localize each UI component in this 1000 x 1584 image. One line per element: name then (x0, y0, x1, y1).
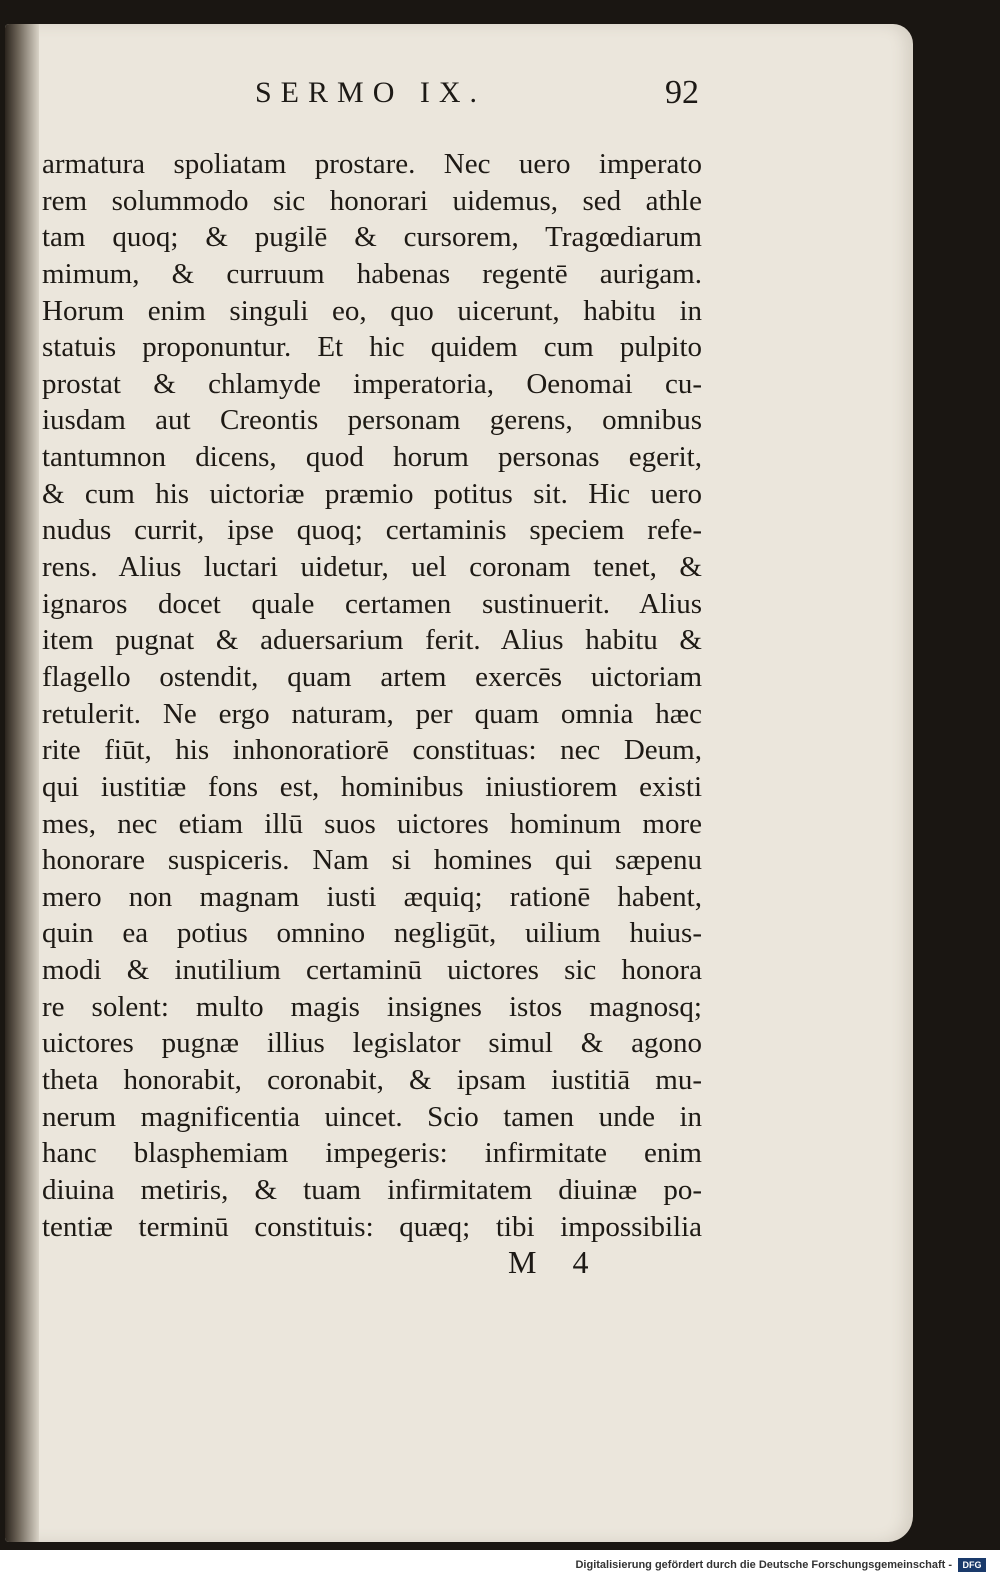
text-line: rite fiūt, his inhonoratiorē constituas: nec Deum, (42, 734, 702, 767)
text-line: Horum enim singuli eo, quo uicerunt, habitu in (42, 294, 702, 327)
text-line: mes, nec etiam illū suos uictores hominum more (42, 807, 702, 840)
running-head: SERMO IX. (255, 76, 487, 109)
text-line: mero non magnam iusti æquiq; rationē habent, (42, 880, 702, 913)
text-line: statuis proponuntur. Et hic quidem cum pulpito (42, 331, 702, 364)
signature-mark: M 4 (508, 1244, 603, 1280)
text-line: retulerit. Ne ergo naturam, per quam omnia hæc (42, 697, 702, 730)
text-line: uictores pugnæ illius legislator simul & agono (42, 1027, 702, 1060)
text-line: item pugnat & aduersarium ferit. Alius habitu & (42, 624, 702, 657)
text-line: prostat & chlamyde imperatoria, Oenomai cu- (42, 367, 702, 400)
text-line: rem solummodo sic honorari uidemus, sed athle (42, 184, 702, 217)
text-line: flagello ostendit, quam artem exercēs uictoriam (42, 660, 702, 693)
text-line: quin ea potius omnino negligūt, uilium huius- (42, 917, 702, 950)
text-line: armatura spoliatam prostare. Nec uero imperato (42, 148, 702, 180)
text-line: rens. Alius luctari uidetur, uel coronam tenet, & (42, 551, 702, 584)
text-line: iusdam aut Creontis personam gerens, omnibus (42, 404, 702, 437)
text-line: honorare suspiceris. Nam si homines qui sæpenu (42, 844, 702, 877)
dfg-logo: DFG (958, 1558, 986, 1572)
body-text (42, 146, 702, 1245)
text-line: nudus currit, ipse quoq; certaminis speciem refe- (42, 514, 702, 547)
text-line: qui iustitiæ fons est, hominibus iniustiorem existi (42, 770, 702, 803)
text-line: modi & inutilium certaminū uictores sic honora (42, 954, 702, 987)
text-line: tentiæ terminū constituis: quæq; tibi impossibilia (42, 1210, 702, 1243)
digitization-footer (0, 1550, 1000, 1584)
text-line: & cum his uictoriæ præmio potitus sit. Hic uero (42, 477, 702, 510)
text-line: mimum, & curruum habenas regentē aurigam. (42, 257, 702, 290)
text-line: diuina metiris, & tuam infirmitatem diuinæ po- (42, 1173, 702, 1206)
text-line: nerum magnificentia uincet. Scio tamen unde in (42, 1100, 702, 1133)
text-line: hanc blasphemiam impegeris: infirmitate enim (42, 1137, 702, 1170)
page-gutter (5, 24, 39, 1542)
page-number: 92 (665, 74, 699, 111)
footer-credit: Digitalisierung gefördert durch die Deutsche Forschungsgemeinschaft - (575, 1559, 952, 1571)
text-line: tantumnon dicens, quod horum personas egerit, (42, 441, 702, 474)
text-line: tam quoq; & pugilē & cursorem, Tragœdiarum (42, 221, 702, 254)
text-line: theta honorabit, coronabit, & ipsam iustitiā mu- (42, 1064, 702, 1097)
text-line: re solent: multo magis insignes istos magnosq; (42, 990, 702, 1023)
text-line: ignaros docet quale certamen sustinuerit. Alius (42, 587, 702, 620)
